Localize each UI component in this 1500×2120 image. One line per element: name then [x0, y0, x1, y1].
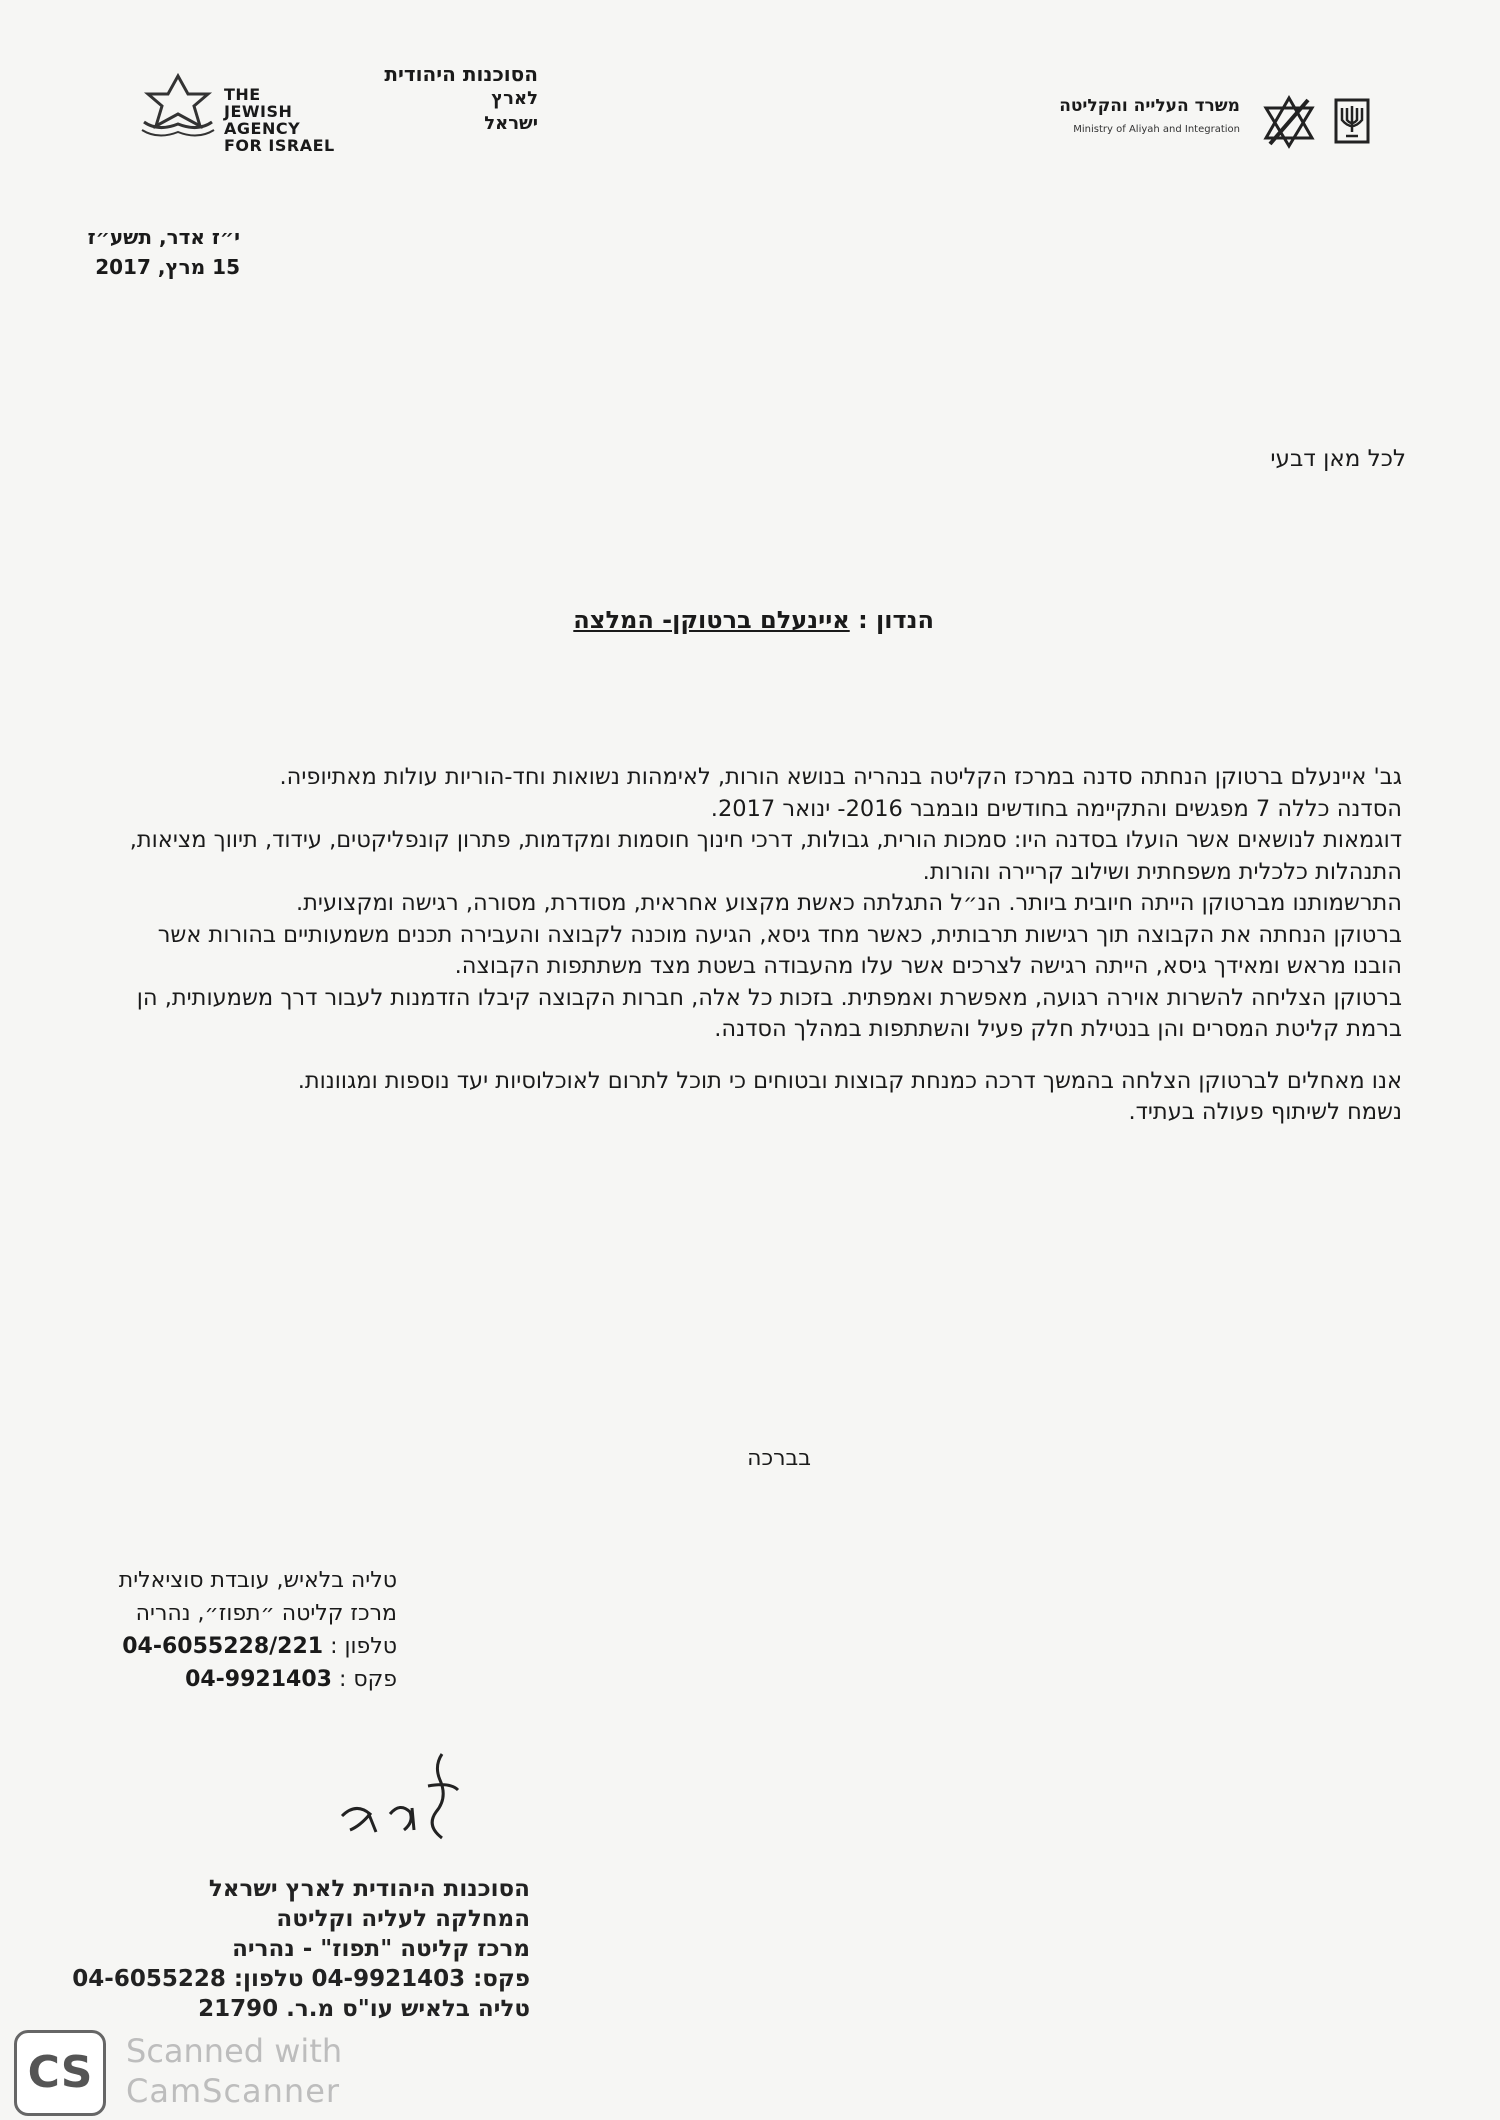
official-stamp	[70, 1874, 530, 2024]
blessing: בברכה	[747, 1446, 811, 1471]
signer-center: מרכז קליטה ״תפוז״, נהריה	[135, 1601, 397, 1626]
letter-date	[40, 222, 240, 282]
gregorian-date: 15 מרץ, 2017	[95, 255, 240, 279]
subject-line	[573, 606, 934, 634]
star-of-david-icon	[1260, 94, 1318, 150]
jewish-agency-hebrew-line: ישראל	[484, 113, 538, 134]
handwritten-signature	[330, 1746, 470, 1856]
closing-paragraph-2: נשמח לשיתוף פעולה בעתיד.	[1128, 1099, 1402, 1125]
jewish-agency-logo	[138, 62, 538, 155]
menorah-emblem-icon	[1334, 98, 1370, 144]
signature-block	[17, 1564, 397, 1696]
subject-text: איינעלם ברטוקן- המלצה	[573, 606, 850, 634]
jewish-agency-name	[224, 62, 538, 154]
jewish-agency-hebrew-line: לארץ	[491, 88, 538, 109]
recipient-line: לכל מאן דבעי	[1270, 446, 1406, 472]
jewish-agency-english-line: THE	[224, 85, 261, 104]
ministry-logo	[1030, 92, 1370, 152]
body-paragraph: ברטוקן הנחתה את הקבוצה תוך רגישות תרבותית, כאשר מחד גיסא, הגיעה מוכנה לקבוצה והעבירה תכנים משמעותיים בהורות אשר הובנו מראש ומאידך גיסא, הייתה רגישה לצרכים אשר עלו מהעבודה בשטת מצד משתתפות הקבוצה.	[157, 921, 1402, 979]
jewish-agency-emblem-icon	[138, 72, 218, 138]
ministry-hebrew-name: משרד העלייה והקליטה	[1059, 96, 1240, 116]
letter-body	[112, 762, 1402, 1129]
subject-label: הנדון :	[858, 606, 934, 634]
ministry-english-name: Ministry of Aliyah and Integration	[1073, 124, 1240, 135]
signer-fax-row	[17, 1663, 397, 1696]
signer-name-title: טליה בלאיש, עובדת סוציאלית	[118, 1568, 397, 1593]
stamp-line: פקס: 04-9921403 טלפון: 04-6055228	[72, 1966, 530, 1992]
camscanner-logo-icon	[14, 2030, 106, 2116]
closing-paragraph: אנו מאחלים לברטוקן הצלחה בהמשך דרכה כמנחת קבוצות ובטוחים כי תוכל לתרום לאוכלוסיות יעד נוספות ומגוונות.	[297, 1067, 1402, 1094]
body-paragraph: התרשמותנו מברטוקן הייתה חיובית ביותר. הנ״ל התגלתה כאשת מקצוע אחראית, מסודרת, מסורה, רגישה ומקצועית.	[295, 890, 1402, 916]
stamp-line: טליה בלאיש עו"ס מ.ר. 21790	[198, 1996, 530, 2022]
phone-number: 04-6055228/221	[122, 1634, 324, 1659]
stamp-line: מרכז קליטה "תפוז" - נהריה	[232, 1936, 530, 1962]
body-paragraph: הסדנה כללה 7 מפגשים והתקיימה בחודשים נובמבר 2016- ינואר 2017.	[710, 795, 1402, 822]
body-paragraph: דוגמאות לנושאים אשר הועלו בסדנה היו: סמכות הורית, גבולות, דרכי חינוך חוסמות ומקדמות, פתרון קונפליקטים, עידוד, תיווך מציאות, התנהלות כלכלית משפחתית ושילוב קריירה והורות.	[129, 827, 1402, 885]
hebrew-date: י״ז אדר, תשע״ז	[87, 225, 240, 249]
stamp-line: המחלקה לעליה וקליטה	[276, 1906, 530, 1932]
jewish-agency-english-line: JEWISH AGENCY	[224, 102, 301, 138]
watermark-line-2: CamScanner	[126, 2072, 341, 2110]
camscanner-badge: CS	[27, 2047, 93, 2098]
body-paragraph: ברטוקן הצליחה להשרות אוירה רגועה, מאפשרת ואמפתית. בזכות כל אלה, חברות הקבוצה קיבלו הזדמנות לעבור דרך משמעותית, הן ברמת קליטת המסרים והן בנטילת חלק פעיל והשתתפות במהלך הסדנה.	[136, 984, 1402, 1042]
phone-label: טלפון :	[330, 1634, 397, 1659]
body-paragraph: גב' איינעלם ברטוקן הנחתה סדנה במרכז הקליטה בנהריה בנושא הורות, לאימהות נשואות וחד-הוריות עולות מאתיופיה.	[279, 764, 1402, 790]
signer-phone-row	[17, 1630, 397, 1663]
fax-label: פקס :	[338, 1667, 397, 1692]
jewish-agency-hebrew-name: הסוכנות היהודית	[384, 62, 538, 86]
camscanner-watermark	[0, 2030, 460, 2120]
watermark-line-1: Scanned with	[126, 2032, 343, 2070]
stamp-line: הסוכנות היהודית לארץ ישראל	[208, 1876, 530, 1902]
jewish-agency-english-line: FOR ISRAEL	[224, 136, 335, 155]
fax-number: 04-9921403	[185, 1667, 332, 1692]
